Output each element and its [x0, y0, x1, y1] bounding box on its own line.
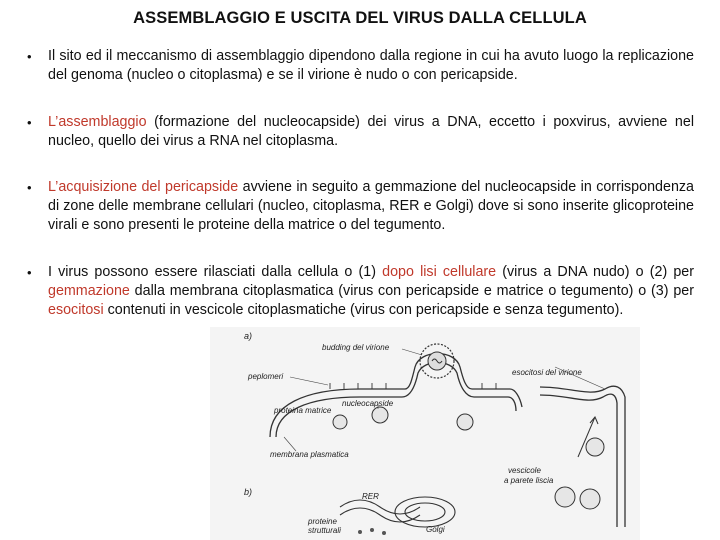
vesicles-label: vescicole	[508, 466, 541, 475]
peplomeri-label: peplomeri	[248, 372, 284, 381]
highlighted-term: dopo lisi cellulare	[382, 264, 497, 280]
bullet-text: I virus possono essere rilasciati dalla cellula o (1) dopo lisi cellulare (virus a DNA nudo) o (2) per gemmazione dalla membrana citoplasmatica (virus con pericapside e matrice o tegumento) o (3) per esocitosi contenuti in vescicole citoplasmatiche (virus con pericapside e senza tegumento).	[48, 264, 695, 318]
golgi-label: Golgi	[426, 525, 445, 534]
matrix-protein-label: proteina matrice	[274, 406, 332, 415]
panel-b-label: b)	[244, 487, 253, 497]
page-title: ASSEMBLAGGIO E USCITA DEL VIRUS DALLA CELLULA	[133, 9, 587, 27]
exocytosis-label: esocitosi del virione	[512, 368, 582, 377]
figure-background	[210, 327, 640, 540]
virus-release-figure	[210, 327, 640, 540]
bullet-text: Il sito ed il meccanismo di assemblaggio dipendono dalla regione in cui ha avuto luogo la replicazione del genoma (nucleo o citoplasma) e se il virione è nudo o con pericapside.	[48, 48, 694, 83]
structural-proteins-label-2: strutturali	[308, 526, 341, 535]
nucleocapsid-label: nucleocapside	[342, 399, 394, 408]
panel-a-label: a)	[244, 331, 253, 341]
highlighted-term: L’assemblaggio	[48, 114, 147, 130]
highlighted-term: esocitosi	[48, 302, 104, 318]
rer-label: RER	[362, 492, 379, 501]
structural-proteins-label: proteine	[308, 517, 337, 526]
bullet-marker: •	[27, 180, 32, 195]
budding-label: budding del virione	[322, 343, 390, 352]
vesicles-label-2: a parete liscia	[504, 476, 554, 485]
highlighted-term: gemmazione	[48, 283, 130, 299]
bullet-text: L’acquisizione del pericapside avviene in seguito a gemmazione del nucleocapside in corrispondenza di zone delle membrane cellulari (nucleo, citoplasma, RER e Golgi) dove si sono inserite glicoproteine virali e sono presenti le proteine della matrice o del tegumento.	[48, 179, 694, 233]
membrane-label: membrana plasmatica	[270, 450, 349, 459]
highlighted-term: L’acquisizione del pericapside	[48, 179, 239, 195]
bullet-marker: •	[27, 115, 32, 130]
bullet-marker: •	[27, 265, 32, 280]
bullet-marker: •	[27, 49, 32, 64]
bullet-text: L’assemblaggio (formazione del nucleocapside) dei virus a DNA, eccetto i poxvirus, avviene nel nucleo, quello dei virus a RNA nel citoplasma.	[48, 114, 694, 149]
